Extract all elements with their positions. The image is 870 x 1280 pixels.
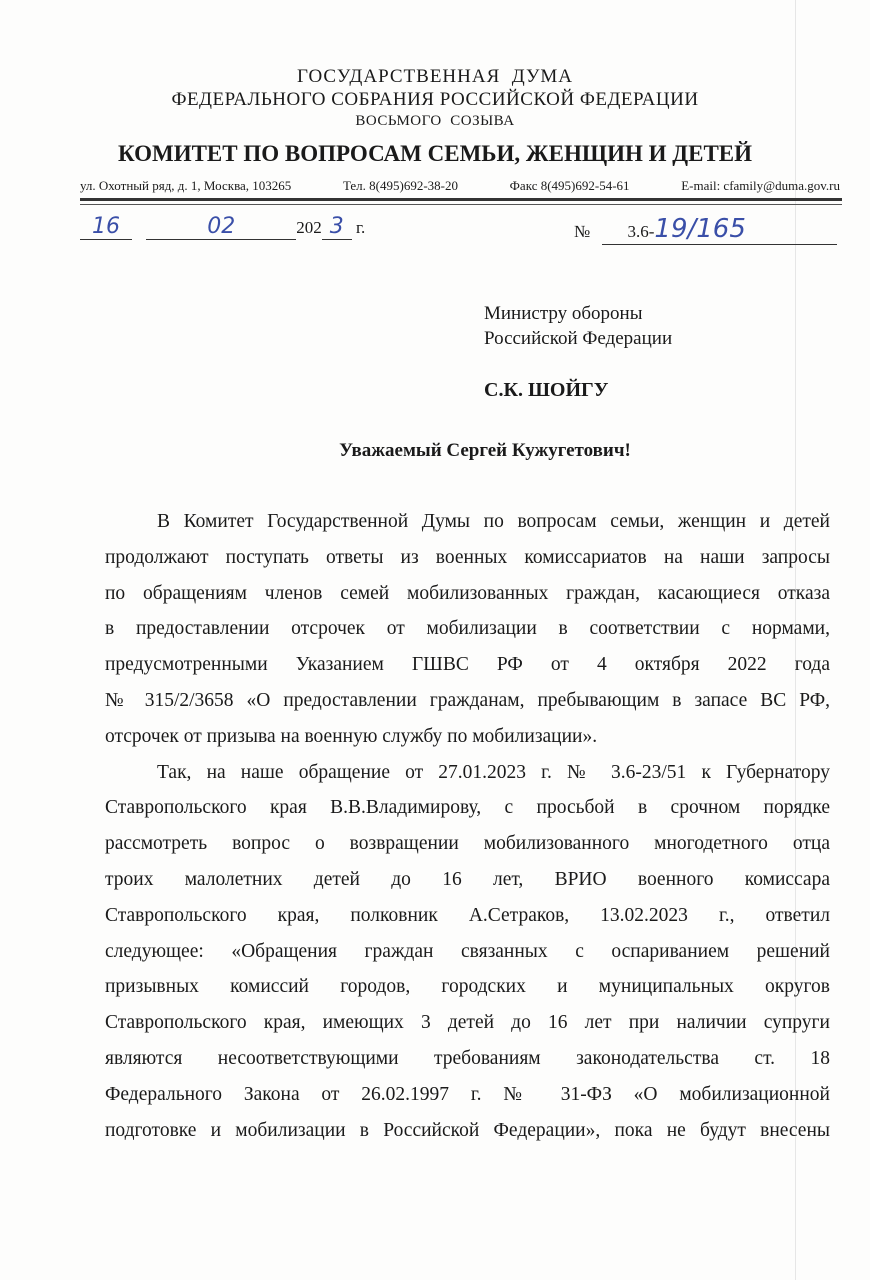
phone: Тел. 8(495)692-38-20 [342,178,458,193]
date-day: 16 [80,214,132,240]
date-year-digit: 3 [322,214,352,240]
paragraph-1 [105,508,830,759]
email: E-mail: cfamily@duma.gov.ru [681,178,840,193]
text-line: продолжают поступать ответы из военных комиссариатов на наши запросы [105,546,830,568]
header-line-1: ГОСУДАРСТВЕННАЯ ДУМА [296,66,574,87]
text-line: Ставропольского края, имеющих 3 детей до 16 лет при наличии супруги [105,1012,830,1034]
text-line: Так, на наше обращение от 27.01.2023 г. № 3.6-23/51 к Губернатору [157,761,830,783]
text-line: предусмотренными Указанием ГШВС РФ от 4 октября 2022 года [105,654,830,676]
header-line-2: ФЕДЕРАЛЬНОГО СОБРАНИЯ РОССИЙСКОЙ ФЕДЕРАЦИИ [171,89,699,110]
letter-body [105,508,830,1152]
date-suffix: г. [356,218,366,237]
text-line: отсрочек от призыва на военную службу по мобилизации». [105,725,598,747]
recipient-title: Министру обороны [484,303,643,324]
number-line [574,214,837,245]
date-line [80,214,365,240]
text-line: Ставропольского края В.В.Владимирову, с просьбой в срочном порядке [105,797,830,819]
text-line: по обращениям членов семей мобилизованных граждан, касающиеся отказа [105,582,830,604]
text-line: В Комитет Государственной Думы по вопросам семьи, женщин и детей [157,511,830,532]
recipient-country: Российской Федерации [484,328,673,349]
text-line: Ставропольского края, полковник А.Сетраков, 13.02.2023 г., ответил [105,904,830,926]
text-line: являются несоответствующими требованиям законодательства ст. 18 [105,1047,830,1069]
paragraph-2 [105,759,830,1153]
address: ул. Охотный ряд, д. 1, Москва, 103265 [80,178,292,193]
date-year-prefix: 202 [296,218,322,237]
text-line: призывных комиссий городов, городских и муниципальных округов [105,976,830,998]
text-line: Федерального Закона от 26.02.1997 г. № 31-ФЗ «О мобилизационной [105,1083,830,1105]
text-line: № 315/2/3658 «О предоставлении гражданам, пребывающим в запасе ВС РФ, [105,689,830,711]
date-month: 02 [146,214,296,240]
fax: Факс 8(495)692-54-61 [509,178,630,193]
text-line: подготовке и мобилизации в Российской Федерации», пока не будут внесены [105,1119,830,1141]
header-rule [80,198,842,201]
recipient-name: С.К. ШОЙГУ [484,379,609,401]
text-line: троих малолетних детей до 16 лет, ВРИО военного комиссара [105,868,830,890]
header-line-3: ВОСЬМОГО СОЗЫВА [355,113,515,129]
greeting: Уважаемый Сергей Кужугетович! [339,440,631,461]
header-rule-thin [80,204,842,205]
text-line: в предоставлении отсрочек от мобилизации в соответствии с нормами, [105,618,830,640]
contact-line [80,178,840,194]
number-prefix: 3.6- [627,222,655,241]
text-line: следующее: «Обращения граждан связанных с оспариванием решений [105,940,830,962]
number-sign: № [574,222,591,241]
number-handwritten: 19/165 [654,214,746,244]
committee-name: КОМИТЕТ ПО ВОПРОСАМ СЕМЬИ, ЖЕНЩИН И ДЕТЕЙ [117,141,753,166]
text-line: рассмотреть вопрос о возвращении мобилизованного многодетного отца [105,833,830,855]
